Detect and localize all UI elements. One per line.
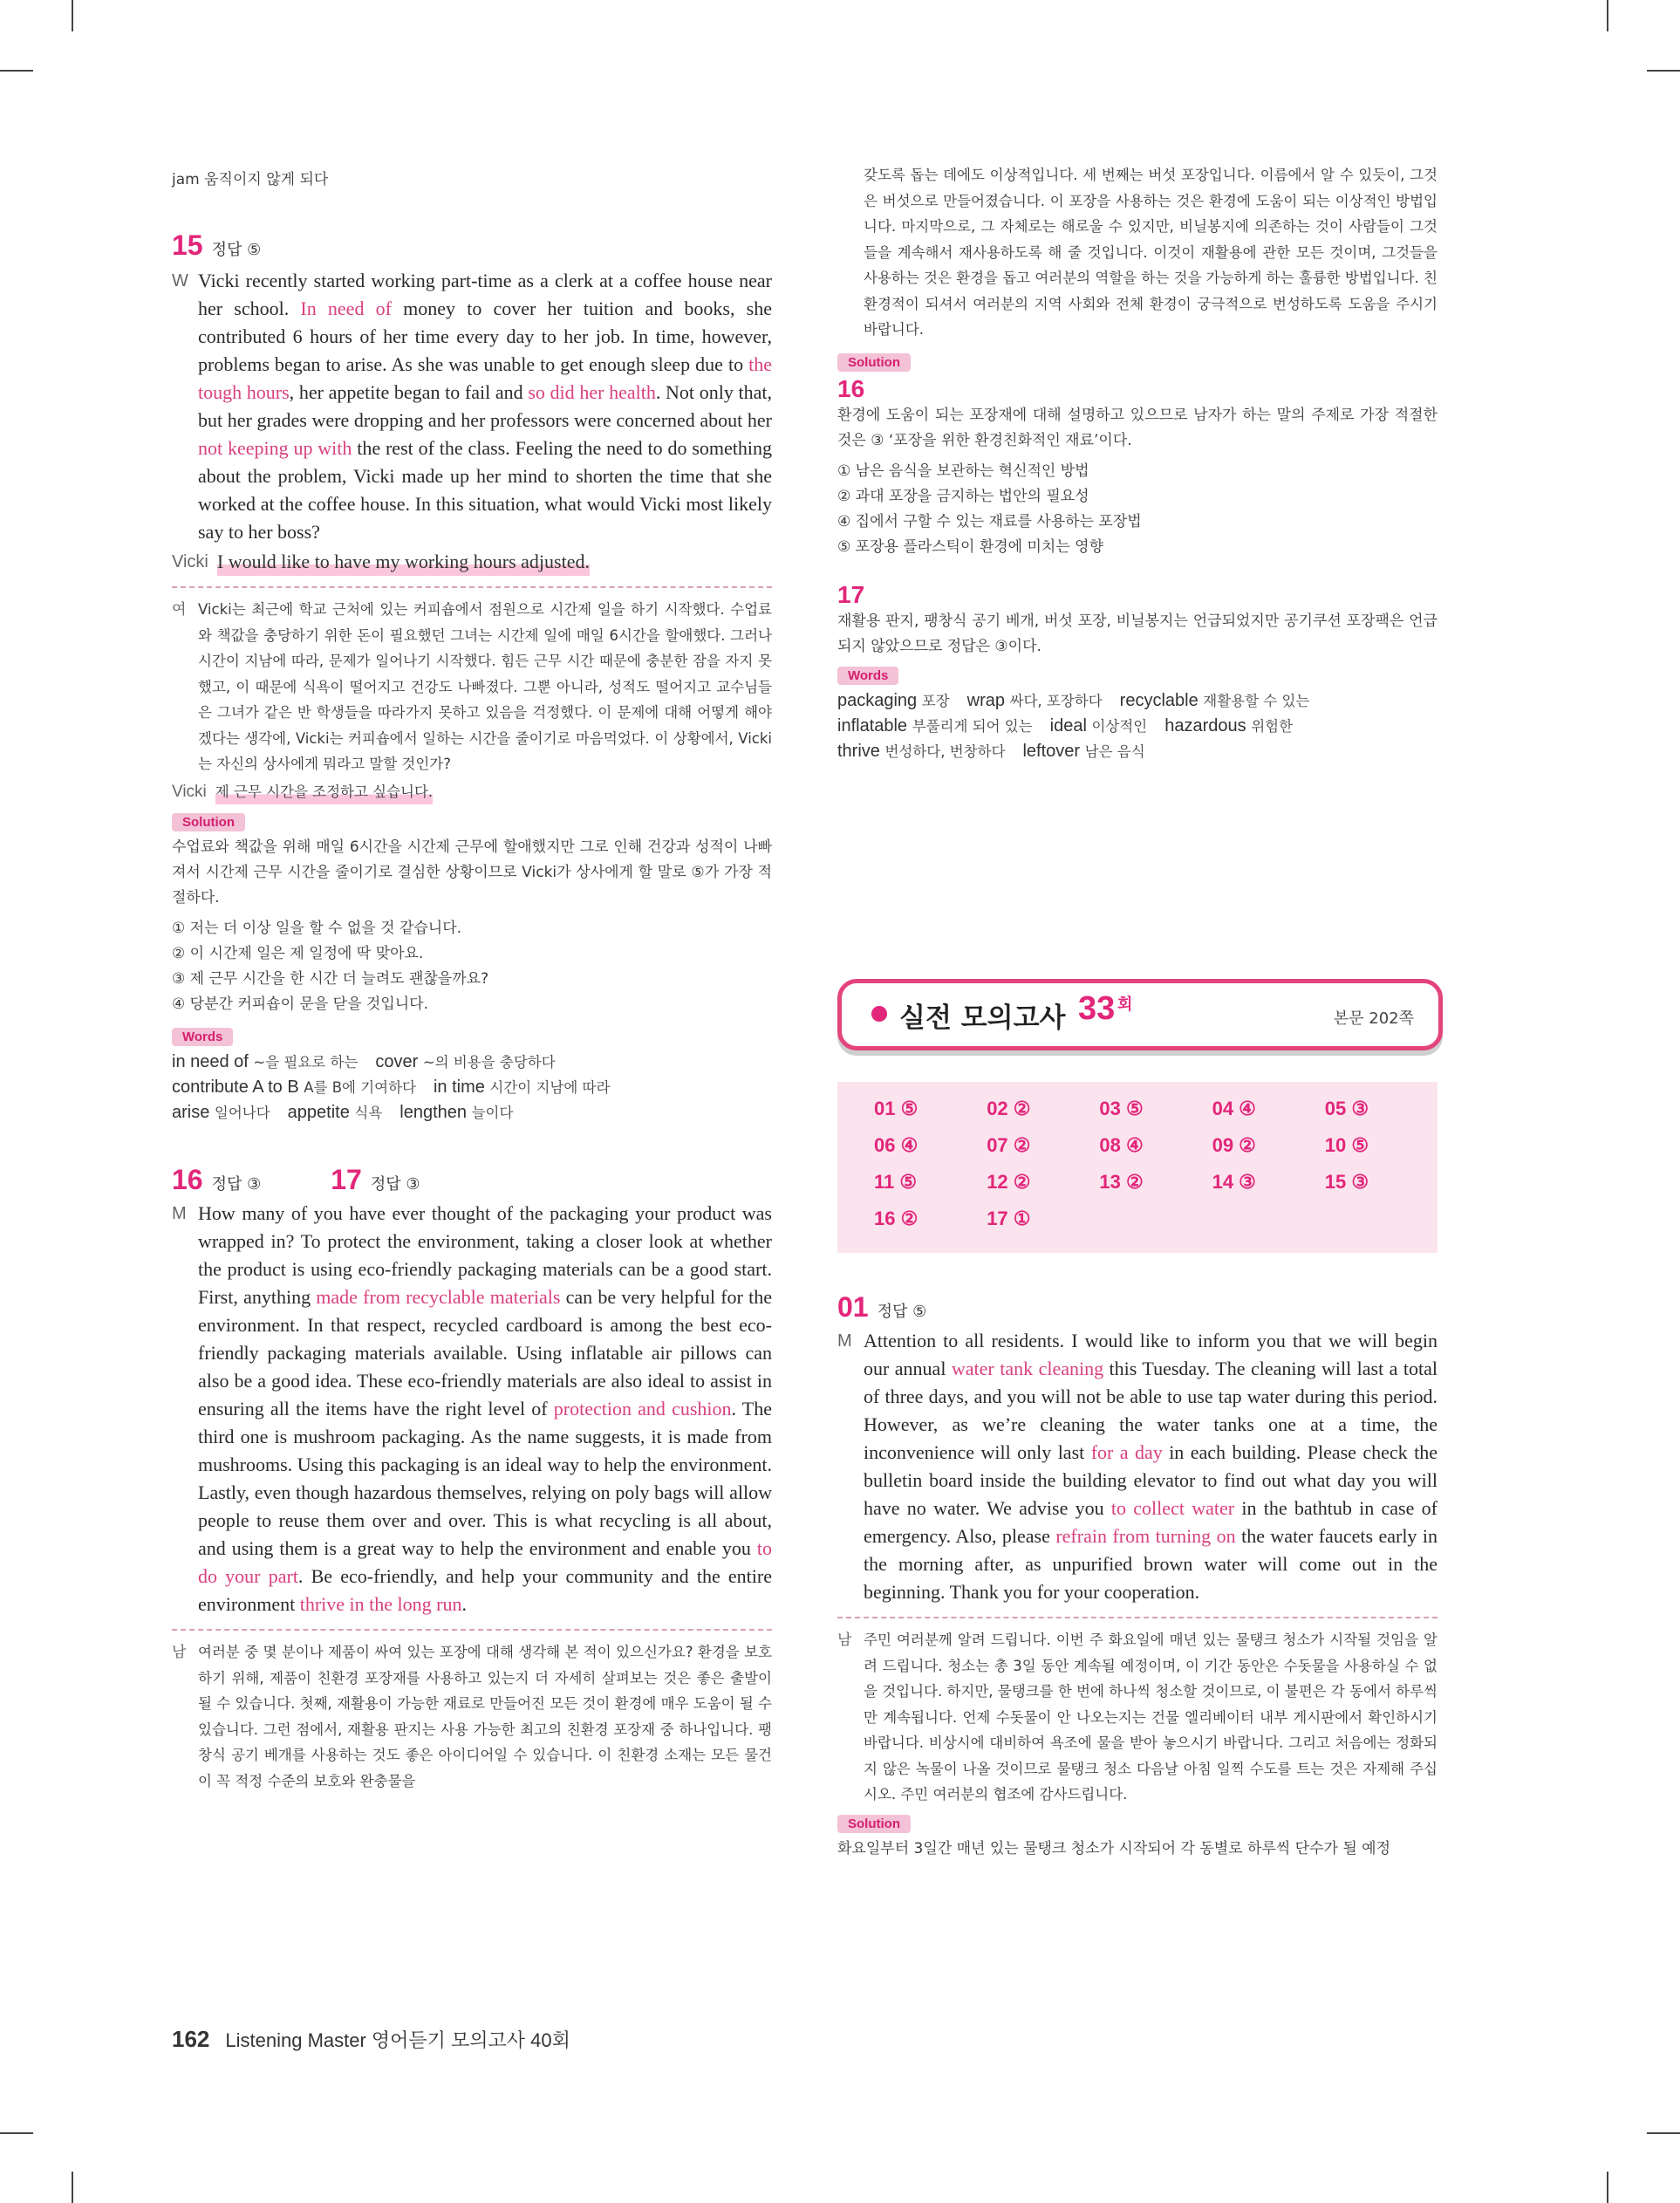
- answer-key-item: 13 ②: [1099, 1171, 1144, 1193]
- answer-key-item: 17 ①: [987, 1208, 1031, 1229]
- words-row: [837, 688, 1438, 714]
- script-segment: in the bathtub in case of emergency. Also, please: [864, 1497, 1438, 1547]
- word-term: ideal: [1049, 715, 1092, 735]
- speaker-label: 남: [837, 1632, 852, 1648]
- answer-label: 정답 ⑤: [211, 241, 262, 259]
- script-segment: How many of you have ever thought of the packaging your product was wrapped in? To protect the environment, taking a closer look at whether the product is using eco-friendly packaging materials can be a good start. First, anything: [198, 1202, 772, 1308]
- word-term: recyclable: [1119, 690, 1204, 710]
- speaker-label: 여: [172, 601, 187, 618]
- script-segment: money to cover her tuition and books, she contributed 6 hours of her time every day to her job. In time, however, problems began to arise. As she was unable to get enough sleep due to: [198, 298, 772, 375]
- highlighted-phrase: thrive in the long run: [299, 1593, 462, 1615]
- q01-header: [837, 1291, 1438, 1324]
- page-reference: 본문 202쪽: [1333, 1009, 1414, 1028]
- answer-key-item: 12 ②: [987, 1171, 1031, 1193]
- script-segment: . Not only that, but her grades were dropping and her professors were concerned about her: [198, 381, 772, 431]
- crop-mark: [1647, 2132, 1680, 2134]
- word-meaning: 위험한: [1251, 717, 1294, 735]
- words-row: [172, 1100, 772, 1125]
- divider: [837, 1617, 1438, 1618]
- script-segment: .: [461, 1593, 467, 1615]
- script-segment: Vicki recently started working part-time as a clerk at a coffee house near her school.: [198, 270, 772, 319]
- word-term: contribute A to B: [172, 1078, 304, 1097]
- answer-key-item: 14 ③: [1212, 1171, 1256, 1193]
- option-item: ④ 당분간 커피숍이 문을 닫을 것입니다.: [172, 995, 428, 1013]
- answer-key-grid: [837, 1082, 1438, 1235]
- page-footer: [172, 2026, 570, 2053]
- solution-number: 16: [837, 374, 865, 402]
- word-meaning: 번성하다, 번창하다: [884, 742, 1006, 760]
- mock-exam-number: 33: [1078, 990, 1116, 1027]
- word-term: inflatable: [837, 715, 912, 735]
- mock-exam-header: [837, 979, 1438, 1049]
- script-text: [198, 267, 772, 546]
- word-term: leftover: [1022, 741, 1085, 761]
- words-list: [837, 688, 1438, 764]
- answer-key-item: 02 ②: [987, 1098, 1031, 1119]
- crop-mark: [1607, 2172, 1608, 2203]
- word-meaning: 일어나다: [214, 1105, 270, 1121]
- option-item: ② 이 시간제 일은 제 일정에 딱 맞아요.: [172, 945, 424, 962]
- option-item: ⑤ 포장용 플라스틱이 환경에 미치는 영향: [837, 537, 1104, 556]
- crop-mark: [1607, 0, 1608, 31]
- answer-key-item: 10 ⑤: [1324, 1134, 1369, 1156]
- words-list: [172, 1050, 772, 1125]
- script-segment: . Be eco-friendly, and help your community and the entire environment: [198, 1565, 772, 1615]
- options-list: [837, 459, 1438, 560]
- speaker-label: Vicki: [172, 552, 208, 571]
- word-meaning: 부풀리게 되어 있는: [912, 717, 1033, 735]
- script-segment: this Tuesday. The cleaning will last a total of three days, and you will not be able to use tap water during this period. However, as we’re cleaning the water tanks one at a time, the inconvenience will only last: [864, 1358, 1438, 1463]
- script-text: [864, 1327, 1438, 1606]
- highlighted-phrase: refrain from turning on: [1055, 1525, 1236, 1547]
- answer-key-box: [837, 1082, 1438, 1253]
- script-segment: Attention to all residents. I would like to inform you that we will begin our annual: [864, 1330, 1438, 1379]
- answer-key-item: 07 ②: [987, 1134, 1031, 1156]
- answer-key-item: 06 ④: [874, 1134, 919, 1156]
- word-term: thrive: [837, 741, 885, 761]
- solution-text: 재활용 판지, 팽창식 공기 베개, 버섯 포장, 비닐봉지는 언급되었지만 공기쿠션 포장팩은 언급되지 않았으므로 정답은 ③이다.: [837, 612, 1438, 655]
- word-meaning: 남은 음식: [1084, 742, 1145, 760]
- option-item: ③ 제 근무 시간을 한 시간 더 늘려도 괜찮을까요?: [172, 970, 489, 988]
- answer-text: 제 근무 시간을 조정하고 싶습니다.: [215, 779, 433, 805]
- answer-label: 정답 ③: [370, 1175, 420, 1194]
- mock-exam-banner: [837, 979, 1443, 1050]
- word-meaning: 시간이 지남에 따라: [489, 1079, 611, 1096]
- script-segment: . The third one is mushroom packaging. As the name suggests, it is made from mushrooms. Using this packaging is an ideal way to help the environment. Lastly, even though hazardous themselves, relying on poly bags will allow people to reuse them over and over. This is what recycling is all about, and using them is a great way to help the environment and enable you: [198, 1398, 772, 1559]
- mock-exam-suffix: 회: [1117, 995, 1133, 1014]
- option-item: ① 저는 더 이상 일을 할 수 없을 것 같습니다.: [172, 920, 462, 937]
- q16-17-translation: [172, 1639, 772, 1794]
- highlighted-phrase: not keeping up with: [198, 437, 352, 459]
- q15-header: [172, 229, 772, 262]
- q15-translation: [172, 597, 772, 777]
- question-number: 01: [837, 1291, 869, 1323]
- highlighted-phrase: to do your part: [198, 1537, 772, 1587]
- translation-text: 여러분 중 몇 분이나 제품이 싸여 있는 포장에 대해 생각해 본 적이 있으신가요? 환경을 보호하기 위해, 제품이 친환경 포장재를 사용하고 있는지 더 자세히 살펴보는 것은 좋은 출발이 될 수 있습니다. 첫째, 재활용이 가능한 재료로 만들어진 모든 것이 환경에 매우 도움이 될 수 있습니다. 그런 점에서, 재활용 판지는 사용 가능한 최고의 친환경 포장재 중 하나입니다. 팽창식 공기 베개를 사용하는 것도 좋은 아이디어일 수 있습니다. 이 친환경 소재는 모든 물건이 꼭 적정 수준의 보호와 완충물을: [198, 1644, 772, 1789]
- word-term: in time: [433, 1078, 490, 1097]
- answer-key-item: 03 ⑤: [1099, 1098, 1144, 1119]
- crop-mark: [72, 0, 73, 31]
- words-row: [837, 714, 1438, 739]
- solution-tag: Solution: [172, 813, 245, 831]
- highlighted-phrase: so did her health: [528, 381, 656, 403]
- answer-key-item: 16 ②: [874, 1208, 919, 1229]
- speaker-label: 남: [172, 1644, 187, 1660]
- word-meaning: 식욕: [354, 1105, 383, 1121]
- answer-key-item: 05 ③: [1324, 1098, 1369, 1119]
- q01-translation: [837, 1627, 1438, 1808]
- translation-text: Vicki는 최근에 학교 근처에 있는 커피숍에서 점원으로 시간제 일을 하기 시작했다. 수업료와 책값을 충당하기 위한 돈이 필요했던 그녀는 시간제 일에 매일 6시간을 할애했다. 그러나 시간이 지남에 따라, 문제가 일어나기 시작했다. 힘든 근무 시간 때문에 충분한 잠을 자지 못했고, 이 때문에 식욕이 떨어지고 건강도 나빠졌다. 그뿐 아니라, 성적도 떨어지고 교수님들은 그녀가 같은 반 학생들을 따라가지 못하고 있음을 걱정했다. 이 문제에 대해 어떻게 해야겠다는 생각에, Vicki는 커피숍에서 일하는 시간을 줄이기로 마음먹었다. 이 상황에서, Vicki는 자신의 상사에게 뭐라고 말할 것인가?: [198, 601, 772, 772]
- option-item: ① 남은 음식을 보관하는 혁신적인 방법: [837, 462, 1089, 480]
- left-column: [172, 168, 772, 1794]
- solution-text: 화요일부터 3일간 매년 있는 물탱크 청소가 시작되어 각 동별로 하루씩 단수가 될 예정: [837, 1839, 1391, 1857]
- answer-key-item: 09 ②: [1212, 1134, 1256, 1156]
- word-term: arise: [172, 1103, 215, 1122]
- speaker-label: Vicki: [172, 782, 207, 801]
- answer-key-item: 01 ⑤: [874, 1098, 919, 1119]
- vocab-note: jam 움직이지 않게 되다: [172, 171, 329, 188]
- bullet-dot-icon: [871, 1006, 887, 1022]
- word-meaning: 재활용할 수 있는: [1203, 692, 1310, 709]
- word-term: in need of: [172, 1052, 254, 1071]
- q01-script: [837, 1327, 1438, 1606]
- divider: [172, 586, 772, 588]
- answer-key-item: 04 ④: [1212, 1098, 1256, 1119]
- highlighted-phrase: water tank cleaning: [951, 1358, 1104, 1379]
- book-title: Listening Master 영어듣기 모의고사 40회: [225, 2029, 570, 2051]
- mock-exam-title: 실전 모의고사: [899, 1002, 1066, 1034]
- highlighted-phrase: made from recyclable materials: [316, 1286, 561, 1308]
- speaker-label: M: [172, 1204, 187, 1223]
- speaker-label: W: [172, 271, 188, 291]
- q15-answer: [172, 548, 772, 576]
- word-meaning: 싸다, 포장하다: [1009, 692, 1103, 709]
- script-segment: , her appetite began to fail and: [289, 381, 529, 403]
- q15-script: [172, 267, 772, 546]
- answer-text: I would like to have my working hours adjusted.: [217, 548, 590, 576]
- script-text: [198, 1200, 772, 1618]
- script-segment: the rest of the class. Feeling the need to do something about the problem, Vicki made up her mind to shorten the time that she worked at the coffee house. In this situation, what would Vicki most likely say to her boss?: [198, 437, 772, 543]
- word-meaning: 포장: [921, 692, 950, 709]
- word-term: cover: [375, 1052, 423, 1071]
- page-number: 162: [172, 2026, 210, 2052]
- q15-translation-answer: [172, 779, 772, 805]
- word-term: packaging: [837, 690, 922, 710]
- words-tag: Words: [172, 1028, 233, 1046]
- word-term: lengthen: [400, 1103, 472, 1122]
- word-meaning: 늘이다: [471, 1105, 514, 1121]
- question-number: 15: [172, 229, 203, 261]
- options-list: [172, 916, 772, 1017]
- solution-number: 17: [837, 580, 865, 608]
- answer-key-item: 15 ③: [1324, 1171, 1369, 1193]
- crop-mark: [1647, 70, 1680, 72]
- word-meaning: ~을 필요로 하는: [253, 1054, 359, 1071]
- words-tag: Words: [837, 667, 898, 685]
- word-meaning: 이상적인: [1091, 717, 1148, 735]
- solution-text: 수업료와 책값을 위해 매일 6시간을 시간제 근무에 할애했지만 그로 인해 건강과 성적이 나빠져서 시간제 근무 시간을 줄이기로 결심한 상황이므로 Vicki가 상사에게 할 말로 ⑤가 가장 적절하다.: [172, 838, 772, 907]
- word-term: wrap: [966, 690, 1010, 710]
- solution-text: 환경에 도움이 되는 포장재에 대해 설명하고 있으므로 남자가 하는 말의 주제로 가장 적절한 것은 ③ ‘포장을 위한 환경친화적인 재료’이다.: [837, 406, 1438, 449]
- highlighted-phrase: for a day: [1090, 1441, 1163, 1463]
- words-row: [837, 739, 1438, 764]
- answer-label: 정답 ③: [211, 1175, 262, 1194]
- crop-mark: [72, 2172, 73, 2203]
- q16-17-header: [172, 1164, 772, 1196]
- word-meaning: ~의 비용을 충당하다: [422, 1054, 556, 1071]
- word-term: appetite: [287, 1103, 355, 1122]
- speaker-label: M: [837, 1331, 852, 1351]
- q01-section: [837, 1291, 1438, 1862]
- divider: [172, 1629, 772, 1631]
- crop-mark: [0, 2132, 33, 2134]
- script-segment: can be very helpful for the environment. In that respect, recycled cardboard is among the best eco-friendly packaging materials available. Using inflatable air pillows can also be a good idea. These eco-friendly materials are also ideal to assist in ensuring all the items have the right level of: [198, 1286, 772, 1420]
- highlighted-phrase: In need of: [300, 298, 392, 319]
- option-item: ④ 집에서 구할 수 있는 재료를 사용하는 포장법: [837, 512, 1142, 530]
- question-number: 16: [172, 1164, 203, 1195]
- answer-key-item: 08 ④: [1099, 1134, 1144, 1156]
- right-column: [837, 168, 1438, 764]
- words-row: [172, 1050, 772, 1075]
- q16-17-script: [172, 1200, 772, 1618]
- solution-tag: Solution: [837, 1815, 911, 1833]
- word-term: hazardous: [1164, 715, 1252, 735]
- script-segment: in each building. Please check the bulletin board inside the building elevator to find out what day you will have no water. We advise you: [864, 1441, 1438, 1519]
- script-segment: the water faucets early in the morning after, as unpurified brown water will come out in the beginning. Thank you for your cooperation.: [864, 1525, 1438, 1603]
- translation-text: 주민 여러분께 알려 드립니다. 이번 주 화요일에 매년 있는 물탱크 청소가 시작될 것임을 알려 드립니다. 청소는 총 3일 동안 계속될 예정이며, 이 기간 동안은 수돗물을 사용하실 수 없을 것입니다. 하지만, 물탱크를 한 번에 하나씩 청소할 것이므로, 이 불편은 각 동에서 하루씩만 계속됩니다. 언제 수돗물이 안 나오는지는 건물 엘리베이터 내부 게시판에서 확인하시기 바랍니다. 비상시에 대비하여 욕조에 물을 받아 놓으시기 바랍니다. 그리고 처음에는 정화되지 않은 녹물이 나올 것이므로 물탱크 청소 다음날 아침 일찍 수도를 트는 것은 자제해 주십시오. 주민 여러분의 협조에 감사드립니다.: [864, 1632, 1438, 1803]
- words-row: [172, 1075, 772, 1100]
- translation-continued: 갖도록 돕는 데에도 이상적입니다. 세 번째는 버섯 포장입니다. 이름에서 알 수 있듯이, 그것은 버섯으로 만들어졌습니다. 이 포장을 사용하는 것은 환경에 도움이 되는 이상적인 방법입니다. 마지막으로, 그 자체로는 해로울 수 있지만, 비닐봉지에 의존하는 것이 사람들이 그것들을 계속해서 재사용하도록 해 줄 것입니다. 이것이 재활용에 관한 모든 것이며, 그것들을 사용하는 것은 환경을 돕고 여러분의 역할을 하는 것을 가능하게 하는 훌륭한 방법입니다. 친환경적이 되셔서 여러분의 지역 사회와 전체 환경이 궁극적으로 번성하도록 도움을 주시기 바랍니다.: [864, 167, 1438, 338]
- highlighted-phrase: the tough hours: [198, 353, 772, 403]
- highlighted-phrase: to collect water: [1110, 1497, 1235, 1519]
- answer-key-item: 11 ⑤: [874, 1171, 918, 1193]
- highlighted-phrase: protection and cushion: [553, 1398, 732, 1420]
- question-number: 17: [331, 1164, 362, 1195]
- answer-label: 정답 ⑤: [877, 1303, 927, 1321]
- option-item: ② 과대 포장을 금지하는 법안의 필요성: [837, 487, 1089, 505]
- word-meaning: A를 B에 기여하다: [304, 1079, 416, 1096]
- solution-tag: Solution: [837, 353, 911, 372]
- crop-mark: [0, 70, 33, 72]
